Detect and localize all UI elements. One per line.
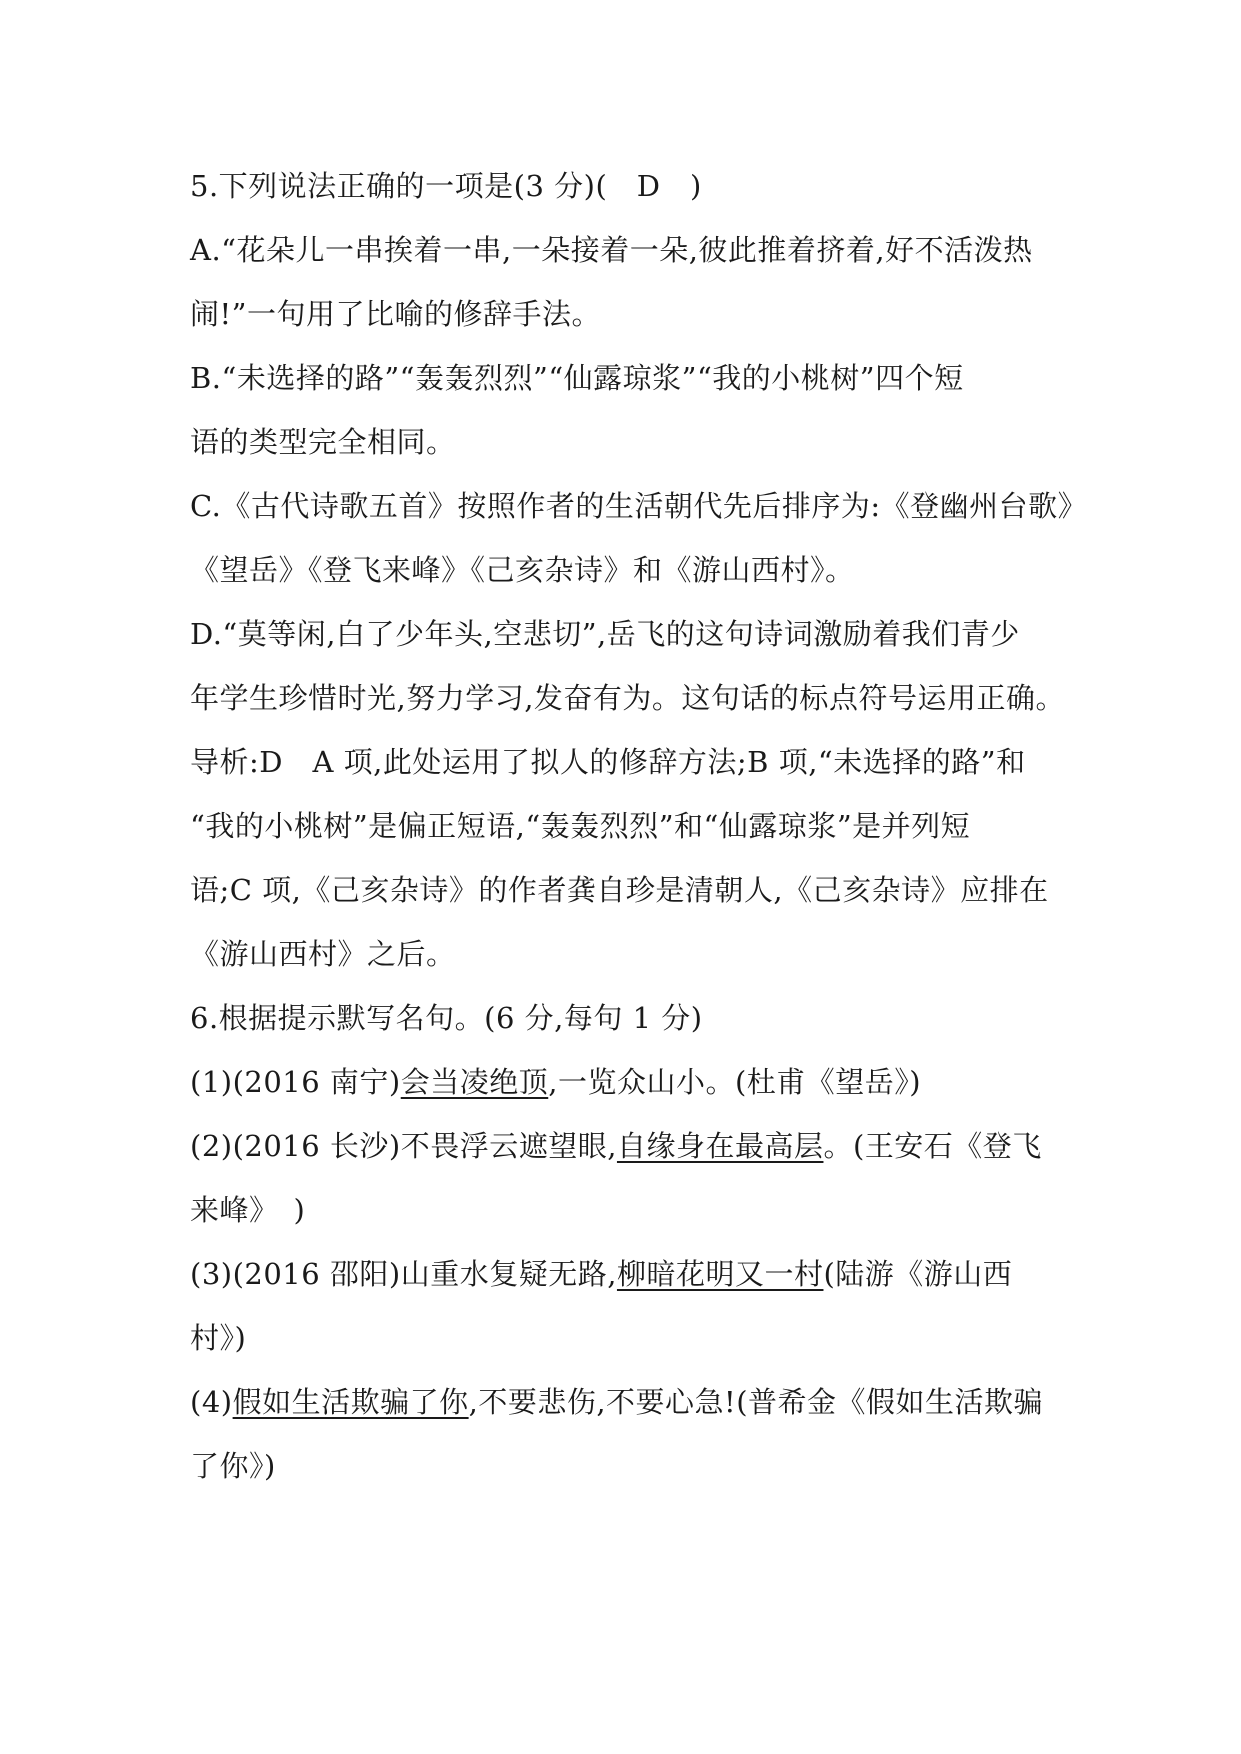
item-2-prefix: (2)(2016 长沙)不畏浮云遮望眼,	[190, 1129, 617, 1163]
question-6-stem: 6.根据提示默写名句。(6 分,每句 1 分)	[190, 1001, 703, 1035]
item-1-suffix: ,一览众山小。(杜甫《望岳》)	[548, 1065, 922, 1099]
option-c-line-1: C.《古代诗歌五首》按照作者的生活朝代先后排序为:《登幽州台歌》	[190, 489, 1088, 523]
analysis-line-2: “我的小桃树”是偏正短语,“轰轰烈烈”和“仙露琼浆”是并列短	[190, 809, 971, 843]
document-page	[190, 154, 1088, 1498]
option-c-line-2: 《望岳》《登飞来峰》《己亥杂诗》和《游山西村》。	[190, 553, 855, 587]
option-b-line-1: B.“未选择的路”“轰轰烈烈”“仙露琼浆”“我的小桃树”四个短	[190, 361, 964, 395]
option-d-line-2: 年学生珍惜时光,努力学习,发奋有为。这句话的标点符号运用正确。	[190, 681, 1065, 715]
recitation-item-4-cont: 了你》)	[190, 1449, 276, 1483]
question-5-stem: 5.下列说法正确的一项是(3 分)( D )	[190, 169, 702, 203]
analysis-line-3: 语;C 项,《己亥杂诗》的作者龚自珍是清朝人,《己亥杂诗》应排在	[190, 873, 1049, 907]
recitation-item-4	[190, 1370, 1070, 1434]
recitation-item-2	[190, 1114, 1070, 1178]
recitation-item-2-cont: 来峰》 )	[190, 1193, 306, 1227]
item-3-prefix: (3)(2016 邵阳)山重水复疑无路,	[190, 1257, 617, 1291]
item-2-answer: 自缘身在最高层	[616, 1129, 824, 1163]
item-4-prefix: (4)	[190, 1385, 233, 1419]
item-2-suffix: 。(王安石《登飞	[823, 1129, 1042, 1163]
item-4-suffix: ,不要悲伤,不要心急!(普希金《假如生活欺骗	[468, 1385, 1044, 1419]
recitation-item-3-cont: 村》)	[190, 1321, 247, 1355]
item-3-suffix: (陆游《游山西	[823, 1257, 1013, 1291]
item-4-answer: 假如生活欺骗了你	[232, 1385, 469, 1419]
analysis-line-1: 导析:D A 项,此处运用了拟人的修辞方法;B 项,“未选择的路”和	[190, 745, 1026, 779]
recitation-item-3	[190, 1242, 1070, 1306]
recitation-item-1	[190, 1050, 1070, 1114]
item-1-prefix: (1)(2016 南宁)	[190, 1065, 401, 1099]
option-b-line-2: 语的类型完全相同。	[190, 425, 456, 459]
analysis-line-4: 《游山西村》之后。	[190, 937, 456, 971]
option-a-line-1: A.“花朵儿一串挨着一串,一朵接着一朵,彼此推着挤着,好不活泼热	[190, 233, 1033, 267]
item-1-answer: 会当凌绝顶	[400, 1065, 549, 1099]
item-3-answer: 柳暗花明又一村	[616, 1257, 824, 1291]
option-d-line-1: D.“莫等闲,白了少年头,空悲切”,岳飞的这句诗词激励着我们青少	[190, 617, 1020, 651]
option-a-line-2: 闹!”一句用了比喻的修辞手法。	[190, 297, 601, 331]
